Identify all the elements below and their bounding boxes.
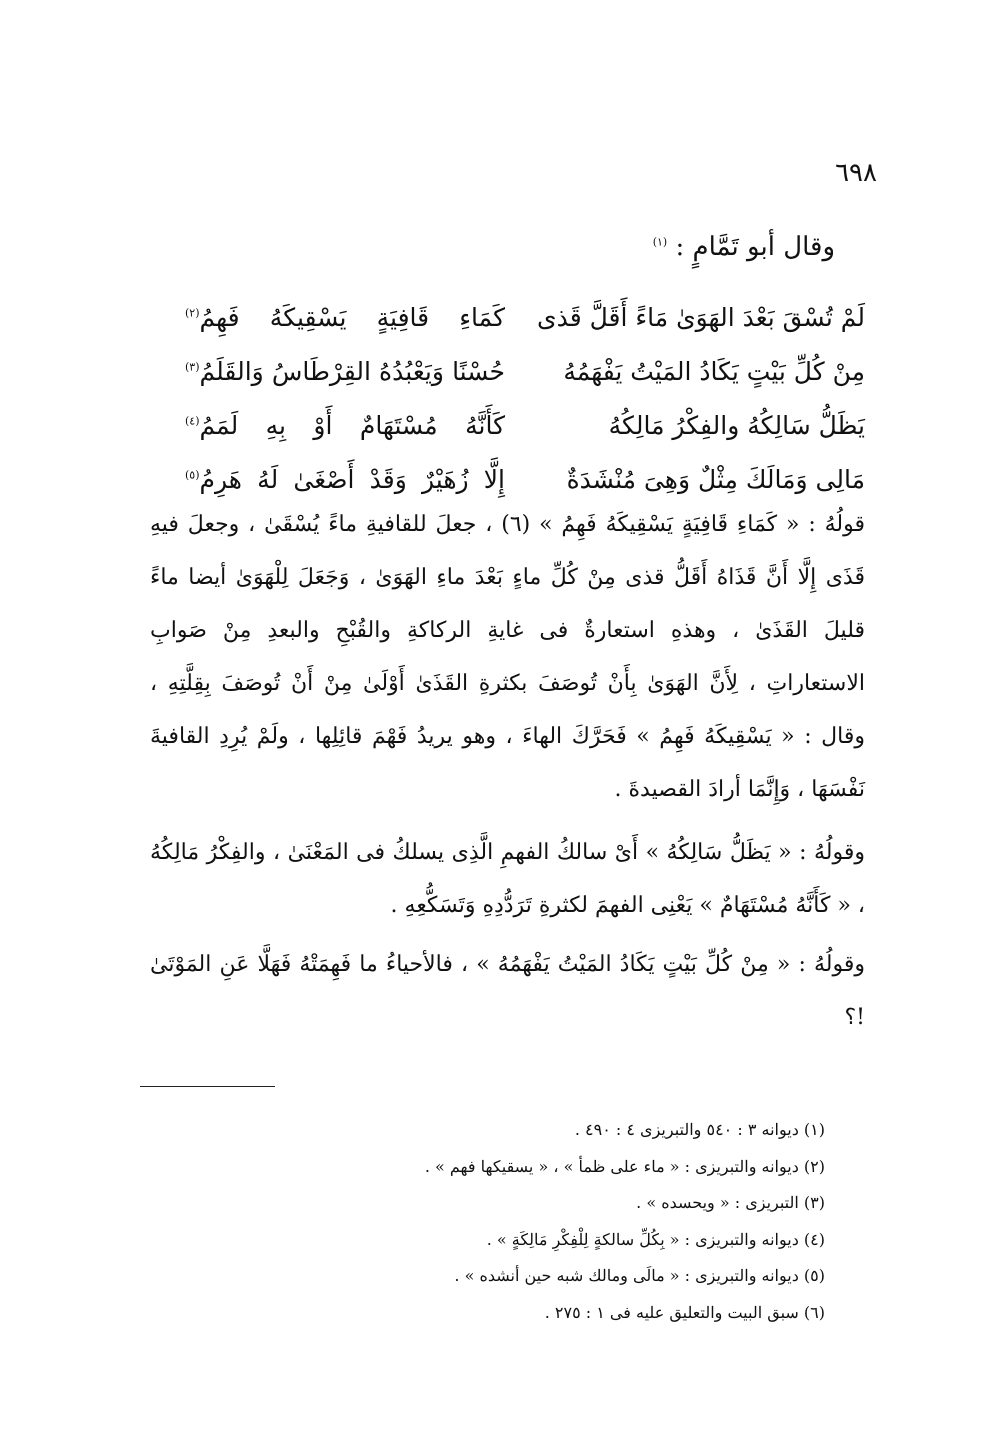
verse-line	[185, 398, 865, 452]
commentary-paragraph: وقولُهُ : « مِنْ كُلِّ بَيْتٍ يَكَادُ المَيْتُ يَفْهَمُهُ » ، فالأحياءُ ما فَهِمَتْهُ فَهَلَّا عَنِ المَوْتَىٰ !؟	[150, 952, 865, 1030]
footnote-ref: (٤)	[185, 414, 200, 428]
footnote-ref: (٣)	[185, 360, 200, 374]
second-hemistich-text: إِلَّا زُهَيْرٌ وَقَدْ أَصْغَىٰ لَهُ هَرِمُ	[199, 464, 505, 494]
footnote-ref: (١)	[652, 235, 668, 249]
footnotes	[185, 1112, 825, 1331]
verse-introduction	[653, 232, 835, 262]
footnote-ref: (٢)	[185, 306, 200, 320]
footnote-divider	[140, 1086, 275, 1087]
intro-text: وقال أبو تَمَّامٍ :	[675, 232, 835, 262]
page-number: ٦٩٨	[835, 158, 877, 188]
footnote: (٤) ديوانه والتبريزى : « بِكُلِّ سالكةٍ لِلْفِكْرِ مَالِكَةٍ » .	[486, 1229, 825, 1249]
verse-line	[185, 344, 865, 398]
second-hemistich-text: كَمَاءِ قَافِيَةٍ يَسْقِيكَهُ فَهِمُ	[199, 302, 505, 332]
verse-line	[185, 290, 865, 344]
first-hemistich: مِنْ كُلِّ بَيْتٍ يَكَادُ المَيْتُ يَفْهَمُهُ	[563, 356, 865, 386]
footnote: (٥) ديوانه والتبريزى : « مالَى ومالك شبه حين أنشده » .	[454, 1266, 825, 1285]
poem-verses	[185, 290, 865, 506]
commentary-paragraph: قولُهُ : « كَمَاءِ قَافِيَةٍ يَسْقِيكَهُ فَهِمُ » (٦) ، جعلَ للقافيةِ ماءً يُسْقَىٰ ، وجعلَ فيهِ قَذَى إِلَّا أَنَّ قَذَاهُ أَقَلُّ قذى مِنْ كُلِّ ماءٍ بَعْدَ ماءِ الهَوَىٰ ، وَجَعَلَ لِلْهَوَىٰ أيضا ماءً قليلَ القَذَىٰ ، وهذهِ استعارةٌ فى غايةِ الركاكةِ والقُبْحِ والبعدِ مِنْ صَوابِ الاستعاراتِ ، لِأَنَّ الهَوَىٰ بِأَنْ تُوصَفَ بكثرةِ القَذَىٰ أَوْلَىٰ مِنْ أَنْ تُوصَفَ بِقِلَّتِهِ ، وقال : « يَسْقِيكَهُ فَهِمُ » فَحَرَّكَ الهاءَ ، وهو يريدُ فَهْمَ قائِلِها ، ولَمْ يُرِدِ القافيةَ نَفْسَهَا ، وَإِنَّمَا أرادَ القصيدةَ .	[150, 512, 865, 802]
first-hemistich: لَمْ تُسْقَ بَعْدَ الهَوَىٰ مَاءً أَقَلَّ قَذى	[537, 302, 865, 332]
footnote: (٣) التبريزى : « ويحسده » .	[636, 1193, 825, 1212]
first-hemistich: مَالِى وَمَالَكَ مِثْلٌ وَهِىَ مُنْشَدَةٌ	[566, 464, 865, 494]
footnote: (٦) سبق البيت والتعليق عليه فى ١ : ٢٧٥ .	[544, 1302, 825, 1322]
second-hemistich-text: حُسْنًا وَيَعْبُدُهُ القِرْطَاسُ وَالقَلَمُ	[199, 356, 505, 386]
second-hemistich	[185, 465, 505, 494]
commentary-paragraph: وقولُهُ : « يَظَلُّ سَالِكُهُ » أَىْ سالكُ الفهمِ الَّذِى يسلكُ فى المَعْنَىٰ ، والفِكْرُ مَالِكُهُ ، « كَأَنَّهُ مُسْتَهَامٌ » يَعْنِى الفهمَ لكثرةِ تَرَدُّدِهِ وَتَسَكُّعِهِ .	[150, 840, 865, 918]
footnote: (١) ديوانه ٣ : ٥٤٠ والتبريزى ٤ : ٤٩٠ .	[574, 1120, 825, 1139]
second-hemistich	[185, 357, 505, 386]
second-hemistich-text: كَأَنَّهُ مُسْتَهَامٌ أَوْ بِهِ لَمَمُ	[199, 410, 505, 440]
second-hemistich	[185, 303, 505, 332]
second-hemistich	[185, 411, 505, 440]
footnote-ref: (٥)	[185, 468, 200, 482]
footnote: (٢) ديوانه والتبريزى : « ماء على ظمأ » ، « يسقيكها فهم » .	[424, 1156, 825, 1176]
first-hemistich: يَظَلُّ سَالِكُهُ والفِكْرُ مَالِكُهُ	[608, 410, 865, 440]
